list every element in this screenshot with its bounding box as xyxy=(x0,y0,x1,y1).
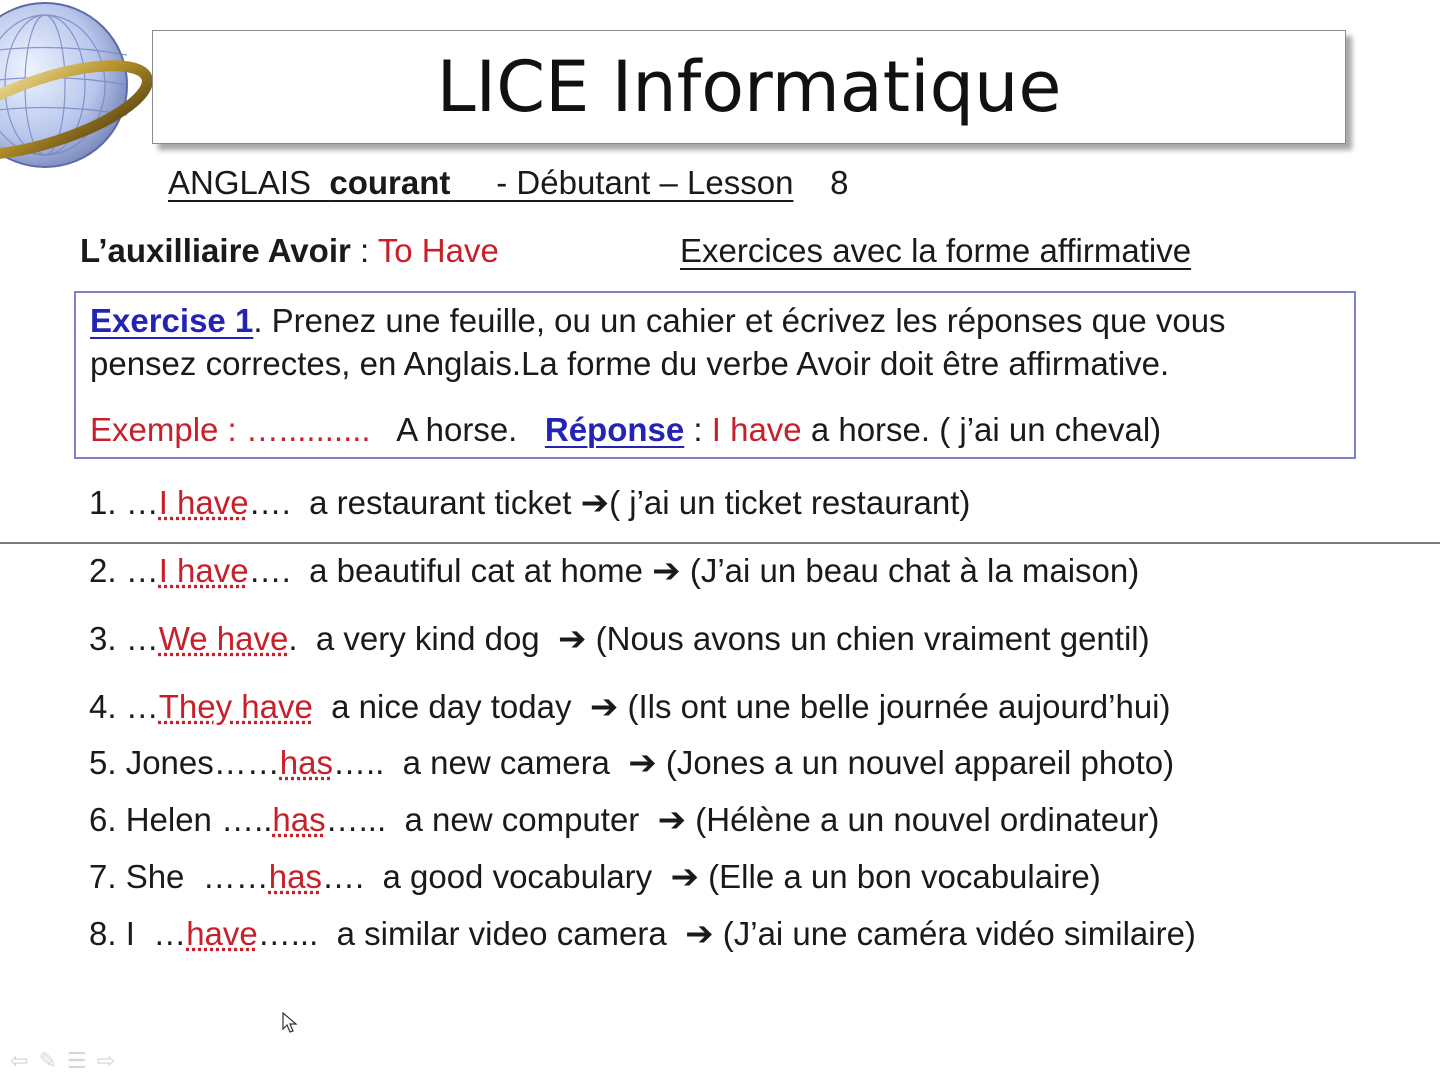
item-dots: …. xyxy=(248,552,291,589)
item-prefix: 2. … xyxy=(89,552,159,589)
item-prefix: 7. She …… xyxy=(89,858,269,895)
item-dots: …... xyxy=(257,915,319,952)
list-item xyxy=(89,551,1139,591)
exercise-heading: Exercices avec la forme affirmative xyxy=(680,232,1192,269)
item-text: a similar video camera xyxy=(318,915,686,952)
example-text: A horse. xyxy=(370,411,545,448)
item-translation: (Elle a un bon vocabulaire) xyxy=(699,858,1101,895)
item-text: a beautiful cat at home xyxy=(290,552,653,589)
item-text: a good vocabulary xyxy=(364,858,671,895)
item-dots: …... xyxy=(325,801,387,838)
item-answer: have xyxy=(186,915,258,952)
slide-divider xyxy=(0,542,1440,544)
exercise-link[interactable]: Exercise 1 xyxy=(90,302,254,339)
item-prefix: 3. … xyxy=(89,620,159,657)
item-translation: (Jones a un nouvel appareil photo) xyxy=(656,744,1175,781)
list-item xyxy=(89,800,1159,840)
list-item xyxy=(89,857,1101,897)
exercise-line-2: pensez correctes, en Anglais.La forme du verbe Avoir doit être affirmative. xyxy=(90,345,1170,382)
lesson-number: 8 xyxy=(793,164,849,201)
item-text: a very kind dog xyxy=(297,620,558,657)
list-item xyxy=(89,619,1150,659)
list-item xyxy=(89,687,1171,727)
list-item xyxy=(89,743,1174,783)
subtitle-bold: courant xyxy=(329,164,451,201)
menu-icon[interactable]: ☰ xyxy=(66,1048,87,1073)
item-text: a restaurant ticket xyxy=(290,484,581,521)
subtitle-part1: ANGLAIS xyxy=(168,164,330,201)
answer-link[interactable]: Réponse xyxy=(544,411,685,448)
slide-nav xyxy=(10,1048,115,1074)
item-prefix: 8. I … xyxy=(89,915,187,952)
section-heading xyxy=(80,232,499,270)
item-prefix: 1. … xyxy=(89,484,159,521)
example-line xyxy=(90,411,1161,449)
item-translation: (J’ai un beau chat à la maison) xyxy=(680,552,1140,589)
item-answer: I have xyxy=(158,552,249,589)
item-text: a new computer xyxy=(386,801,658,838)
list-item xyxy=(89,483,970,523)
item-translation: (Ils ont une belle journée aujourd’hui) xyxy=(618,688,1171,725)
item-text: a nice day today xyxy=(312,688,590,725)
subtitle-part2: - Débutant – Lesson xyxy=(450,164,794,201)
item-answer: We have xyxy=(158,620,289,657)
item-answer: has xyxy=(272,801,326,838)
answer-rest: a horse. ( j’ai un cheval) xyxy=(801,411,1162,448)
mouse-cursor-icon xyxy=(282,1012,298,1034)
title-box xyxy=(152,30,1346,144)
arrow-icon: ➔ xyxy=(670,858,700,896)
item-answer: has xyxy=(279,744,333,781)
item-text: a new camera xyxy=(384,744,629,781)
prev-slide-icon[interactable]: ⇦ xyxy=(10,1048,29,1073)
page-title: LICE Informatique xyxy=(436,46,1062,128)
item-translation: (J’ai une caméra vidéo similaire) xyxy=(713,915,1196,952)
item-translation: (Hélène a un nouvel ordinateur) xyxy=(686,801,1160,838)
item-prefix: 4. … xyxy=(89,688,159,725)
arrow-icon: ➔ xyxy=(685,915,714,953)
arrow-icon: ➔ xyxy=(589,688,619,726)
list-item xyxy=(89,914,1196,954)
example-label: Exemple : ….......... xyxy=(90,411,371,448)
item-translation: ( j’ai un ticket restaurant) xyxy=(609,484,971,521)
item-prefix: 5. Jones…… xyxy=(89,744,280,781)
answer-sep: : xyxy=(684,411,712,448)
arrow-icon: ➔ xyxy=(652,552,681,590)
pen-icon[interactable]: ✎ xyxy=(38,1048,57,1073)
answer-red: I have xyxy=(711,411,802,448)
item-answer: has xyxy=(268,858,322,895)
arrow-icon: ➔ xyxy=(580,484,610,522)
exercise-text1: . Prenez une feuille, ou un cahier et écrivez les réponses que vous xyxy=(253,302,1226,339)
item-dots: …. xyxy=(321,858,365,895)
item-translation: (Nous avons un chien vraiment gentil) xyxy=(586,620,1150,657)
heading-bold: L’auxilliaire Avoir xyxy=(80,232,351,269)
heading-sep: : xyxy=(350,232,378,269)
exercise-line-1 xyxy=(90,302,1226,340)
lesson-subtitle xyxy=(168,164,848,202)
planet-logo xyxy=(0,0,160,210)
heading-red: To Have xyxy=(377,232,499,269)
arrow-icon: ➔ xyxy=(657,801,687,839)
item-dots: …. xyxy=(248,484,291,521)
arrow-icon: ➔ xyxy=(558,620,587,658)
item-answer: I have xyxy=(158,484,249,521)
item-dots: . xyxy=(288,620,298,657)
item-dots: ….. xyxy=(332,744,385,781)
arrow-icon: ➔ xyxy=(628,744,657,782)
item-answer: They have xyxy=(158,688,313,725)
next-slide-icon[interactable]: ⇨ xyxy=(96,1048,116,1073)
item-prefix: 6. Helen ….. xyxy=(89,801,273,838)
